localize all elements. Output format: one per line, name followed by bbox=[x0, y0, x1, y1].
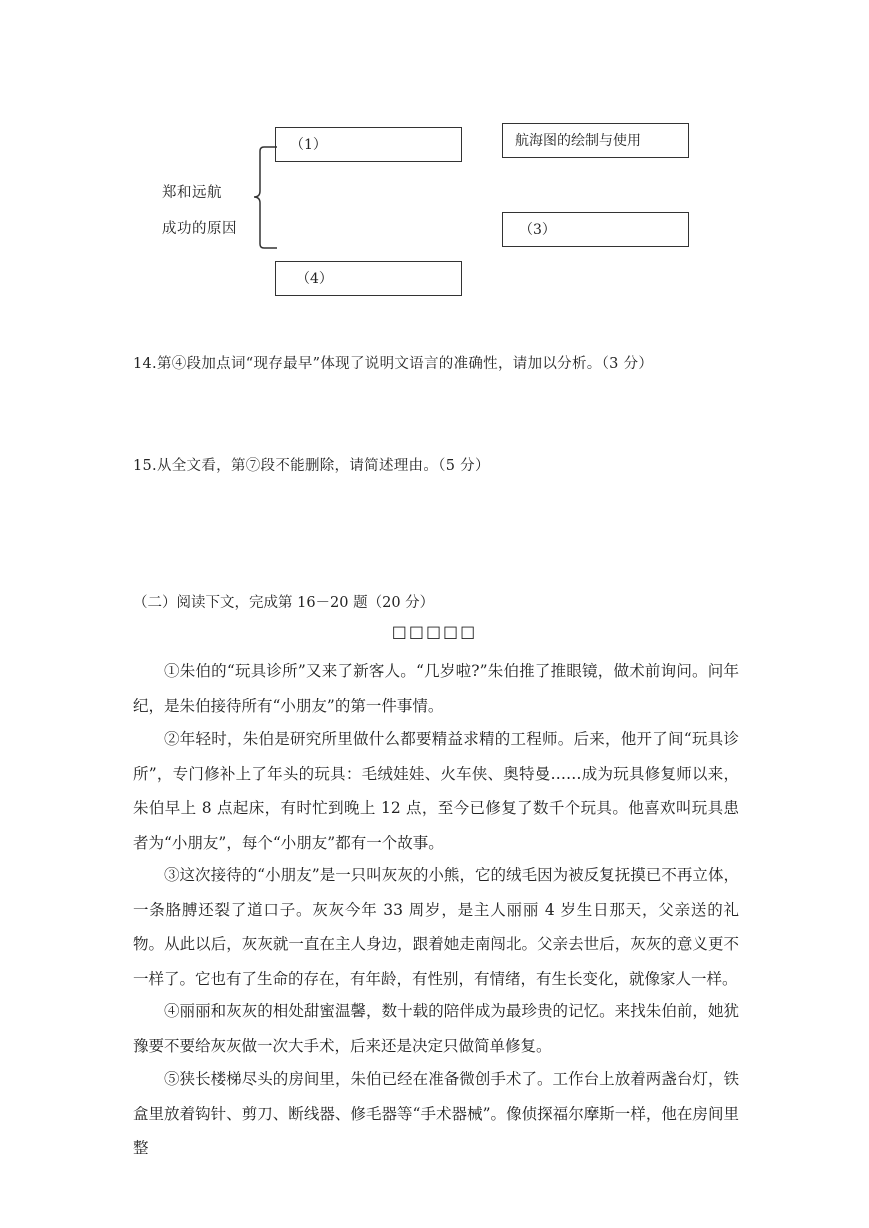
diagram-box-1-text: （1） bbox=[290, 136, 327, 153]
section-heading: （二）阅读下文，完成第 16－20 题（20 分） bbox=[133, 595, 435, 611]
diagram-brace bbox=[252, 146, 278, 249]
diagram-box-3 bbox=[502, 212, 689, 247]
diagram-center-label-line2: 成功的原因 bbox=[162, 221, 237, 237]
diagram-box-navigation bbox=[502, 123, 689, 158]
paragraph-1: ①朱伯的“玩具诊所”又来了新客人。“几岁啦?”朱伯推了推眼镜，做术前询问。问年纪，是朱伯接待所有“小朋友”的第一件事情。 bbox=[133, 662, 739, 715]
diagram-box-4-text: （4） bbox=[296, 270, 333, 287]
paragraph-4: ④丽丽和灰灰的相处甜蜜温馨，数十载的陪伴成为最珍贵的记忆。来找朱伯前，她犹豫要不要给灰灰做一次大手术，后来还是决定只做简单修复。 bbox=[133, 1002, 739, 1055]
paragraph-5: ⑤狭长楼梯尽头的房间里，朱伯已经在准备微创手术了。工作台上放着两盏台灯，铁盒里放着钩针、剪刀、断线器、修毛器等“手术器械”。像侦探福尔摩斯一样，他在房间里整 bbox=[133, 1070, 739, 1157]
diagram-box-1 bbox=[275, 127, 462, 162]
diagram-box-3-text: （3） bbox=[519, 221, 556, 238]
diagram-box-4 bbox=[275, 261, 462, 296]
question-15: 15.从全文看，第⑦段不能删除，请简述理由。（5 分） bbox=[133, 458, 490, 474]
paragraph-3: ③这次接待的“小朋友”是一只叫灰灰的小熊，它的绒毛因为被反复抚摸已不再立体，一条胳膊还裂了道口子。灰灰今年 33 周岁，是主人丽丽 4 岁生日那天，父亲送的礼物。从此以后，灰灰就一直在主人身边，跟着她走南闯北。父亲去世后，灰灰的意义更不一样了。它也有了生命的存在，有年龄，有性别，有情绪，有生长变化，就像家人一样。 bbox=[133, 866, 739, 988]
passage-title: □□□□□ bbox=[391, 622, 478, 641]
question-14: 14.第④段加点词“现存最早”体现了说明文语言的准确性，请加以分析。（3 分） bbox=[133, 356, 654, 372]
paragraph-2: ②年轻时，朱伯是研究所里做什么都要精益求精的工程师。后来，他开了间“玩具诊所”，专门修补上了年头的玩具：毛绒娃娃、火车侠、奥特曼……成为玩具修复师以来，朱伯早上 8 点起床，有时忙到晚上 12 点，至今已修复了数千个玩具。他喜欢叫玩具患者为“小朋友”，每个“小朋友”都有一个故事。 bbox=[133, 730, 739, 852]
diagram-box-navigation-text: 航海图的绘制与使用 bbox=[515, 132, 641, 149]
diagram-center-label-line1: 郑和远航 bbox=[162, 185, 222, 201]
